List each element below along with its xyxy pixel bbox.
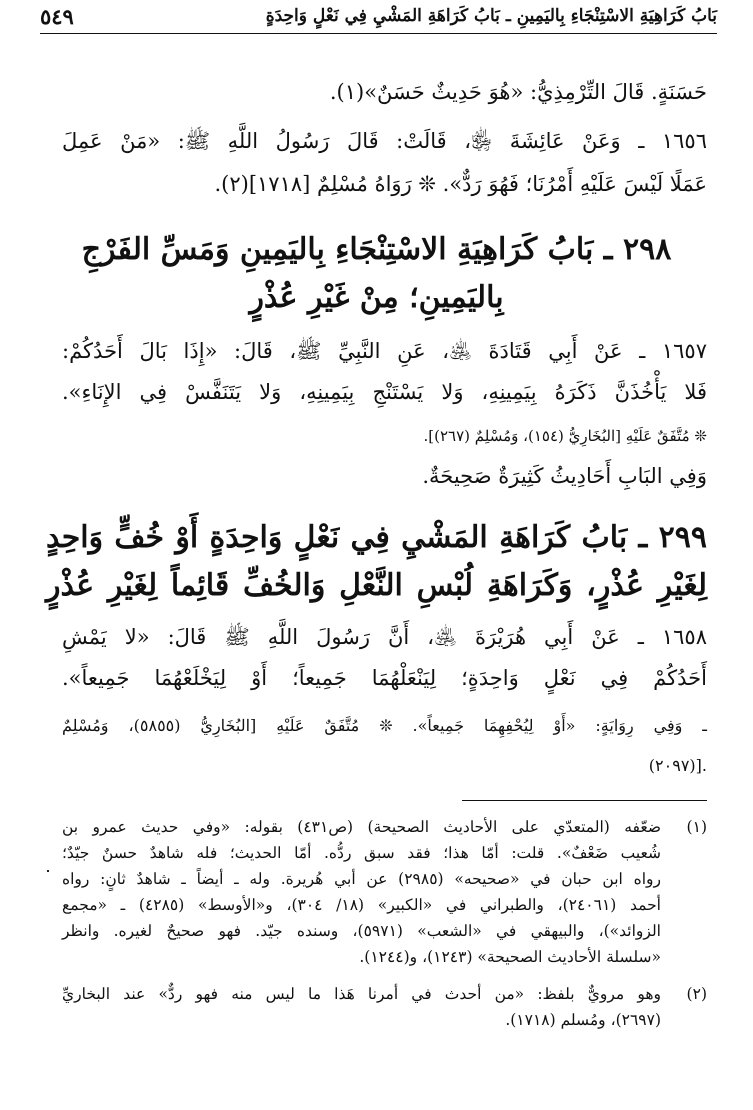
scan-speck (47, 870, 49, 872)
hadith-1657-reference: ❊ مُتَّفَقٌ عَلَيْهِ [البُخَارِيُّ (١٥٤)، وَمُسْلِمٌ (٢٦٧)]. (423, 427, 707, 445)
footnote-2-text: وهو مرويٌّ بلفظ: «من أحدث في أمرنا هَذا ما ليس منه فهو ردٌّ» عند البخاريِّ (62, 985, 661, 1003)
footnote-1-line-5: الزوائد»)، والبيهقي في «الشعب» (٥٩٧١)، وسنده جيّد. فهو صحيحٌ لغيره. وانظر (62, 922, 661, 940)
chapter-299-heading-line-2: لِغَيْرِ عُذْرٍ، وَكَرَاهَةِ لُبْسِ النَّعْلِ وَالخُفِّ قَائِماً لِغَيْرِ عُذْرٍ (46, 568, 707, 603)
chapter-298-heading-line-1: ٢٩٨ ـ بَابُ كَرَاهِيَةِ الاسْتِنْجَاءِ بِاليَمِينِ وَمَسِّ الفَرْجِ (81, 232, 672, 267)
chapter-299-heading-line-1: ٢٩٩ ـ بَابُ كَرَاهَةِ المَشْيِ فِي نَعْلٍ وَاحِدَةٍ أَوْ خُفٍّ وَاحِدٍ (46, 520, 707, 555)
page-header (40, 4, 717, 32)
footnote-1-line-4: أحمد (٢٤٠٦١)، والطبراني في «الكبير» (١٨/ ٣٠٤)، و«الأوسط» (٤٢٨٥) ـ «مجمع (62, 896, 661, 914)
hadith-1658-line-1: ١٦٥٨ ـ عَنْ أَبِي هُرَيْرَةَ ﵁، أَنَّ رَسُولَ اللَّهِ ﷺ قَالَ: «لا يَمْشِ (62, 625, 707, 649)
text-line-continuation: حَسَنَةٍ. قَالَ التِّرْمِذِيُّ: «هُوَ حَدِيثٌ حَسَنٌ»(١). (329, 80, 707, 104)
hadith-1657-line-2: فَلا يَأْخُذَنَّ ذَكَرَهُ بِيَمِينِهِ، وَلا يَسْتَنْجِ بِيَمِينِهِ، وَلا يَتَنَفَّسْ فِي الإِنَاءِ». (62, 380, 707, 404)
footnote-2-number: (٢) (686, 985, 707, 1003)
running-title: بَابُ كَرَاهِيَةِ الاسْتِنْجَاءِ بِاليَمِينِ ـ بَابُ كَرَاهَةِ المَشْيِ فِي نَعْلٍ وَاحِدَةٍ (265, 6, 717, 26)
footnote-1-line-2: شُعيب ضَعْفٌ». قلت: أمّا هذا؛ فقد سبق ردُّه. أمّا الحديث؛ فله شاهدٌ حسنٌ جيّدٌ؛ (62, 844, 661, 862)
header-divider (40, 33, 717, 34)
riwaya-line-2: (٢٠٩٧)]. (648, 756, 707, 775)
riwaya-line-1: ـ وَفِي رِوَايَةٍ: «أَوْ لِيُحْفِهِمَا جَمِيعاً». ❊ مُتَّفَقٌ عَلَيْهِ [البُخَارِيُّ (٥٨٥٥)، وَمُسْلِمٌ (62, 716, 707, 735)
footnote-1-line-3: رواه ابن حبان في «صحيحه» (٢٩٨٥) عن أبي هُريرة. وله ـ أيضاً ـ شاهدٌ ثانٍ: رواه (62, 870, 661, 888)
hadith-1658-line-2: أَحَدُكُمْ فِي نَعْلٍ وَاحِدَةٍ؛ لِيَنْعَلْهُمَا جَمِيعاً؛ أَوْ لِيَخْلَعْهُمَا جَمِيعاً». (62, 666, 707, 690)
footnote-2-line-2: (٢٦٩٧)، ومُسلم (١٧١٨). (505, 1011, 661, 1029)
footnote-1-line-6: «سلسلة الأحاديث الصحيحة» (١٢٤٣)، و(١٢٤٤). (359, 948, 661, 966)
chapter-298-heading-line-2: بِاليَمِينِ؛ مِنْ غَيْرِ عُذْرٍ (249, 280, 504, 315)
footnote-divider (462, 800, 707, 801)
hadith-1656-line-2: عَمَلًا لَيْسَ عَلَيْهِ أَمْرُنَا؛ فَهُوَ رَدٌّ». ❊ رَوَاهُ مُسْلِمٌ [١٧١٨](٢). (214, 172, 707, 196)
bab-note: وَفِي البَابِ أَحَادِيثُ كَثِيرَةٌ صَحِيحَةٌ. (422, 464, 707, 488)
page-number: ٥٤٩ (40, 4, 74, 29)
footnote-1-number: (١) (686, 818, 707, 836)
hadith-1657-line-1: ١٦٥٧ ـ عَنْ أَبِي قَتَادَةَ ﵁، عَنِ النَّبِيِّ ﷺ، قَالَ: «إِذَا بَالَ أَحَدُكُمْ: (62, 339, 707, 363)
hadith-1656-line-1: ١٦٥٦ ـ وَعَنْ عَائِشَةَ ﵂، قَالَتْ: قَالَ رَسُولُ اللَّهِ ﷺ: «مَنْ عَمِلَ (62, 129, 707, 153)
footnote-1-text: ضعّفه (المتعدّي على الأحاديث الصحيحة) (ص٤٣١) بقوله: «وفي حديث عمرو بن (62, 818, 661, 836)
